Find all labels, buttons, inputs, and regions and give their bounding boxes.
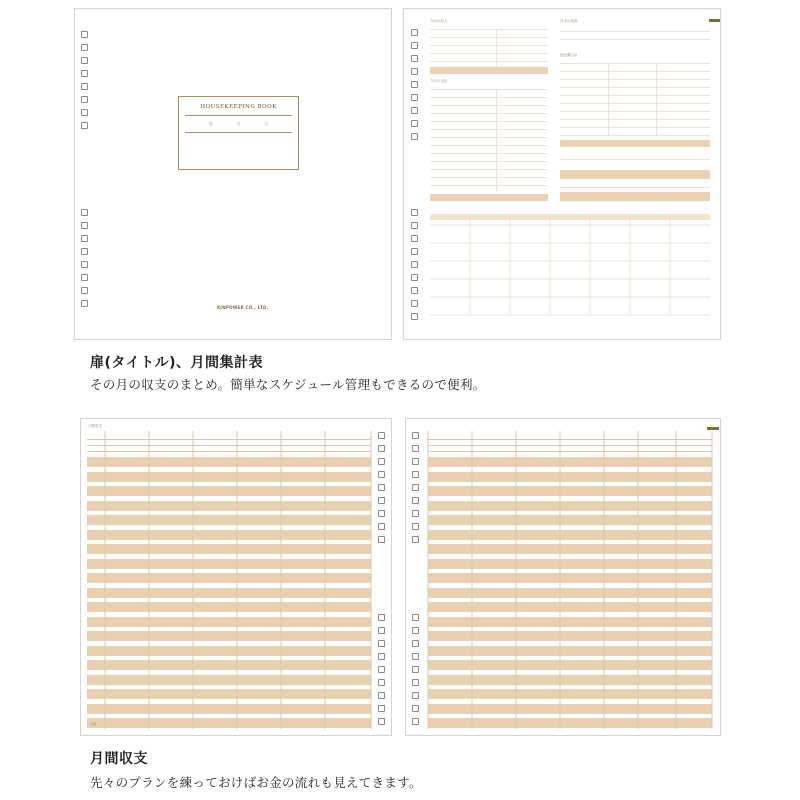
monthly-ledger-left (80, 418, 392, 736)
binding-hole (81, 261, 88, 268)
ledger-total-label: 合計 (90, 722, 97, 726)
binding-hole (412, 666, 419, 673)
title-frame (178, 96, 299, 170)
title-rule (185, 115, 292, 116)
binding-hole (81, 287, 88, 294)
binding-hole (81, 248, 88, 255)
calendar-grid (404, 9, 721, 340)
spread2-caption-title: 月間収支 (90, 751, 148, 767)
binding-hole (412, 432, 419, 439)
binding-hole (378, 679, 385, 686)
spread2-caption-desc: 先々のプランを練っておけばお金の流れも見えてきます。 (90, 775, 422, 790)
binding-hole (378, 523, 385, 530)
binding-hole (81, 222, 88, 229)
binding-hole (81, 209, 88, 216)
binding-hole (378, 458, 385, 465)
spread1-caption-desc: その月の収支のまとめ。簡単なスケジュール管理もできるので便利。 (90, 377, 486, 392)
binding-hole (412, 627, 419, 634)
title-rule (185, 132, 292, 133)
binding-hole (378, 484, 385, 491)
binding-hole (412, 484, 419, 491)
binding-holes-bottom (412, 614, 420, 731)
binding-hole (378, 445, 385, 452)
book-title: HOUSEKEEPING BOOK (200, 104, 277, 110)
balance-section-label: 月末の残高 (560, 19, 578, 23)
binding-hole (412, 718, 419, 725)
binding-hole (412, 653, 419, 660)
binding-hole (412, 523, 419, 530)
title-page (74, 8, 392, 340)
binding-hole (81, 44, 88, 51)
year-label: 年 (208, 121, 213, 126)
binding-hole (81, 96, 88, 103)
binding-hole (378, 497, 385, 504)
binding-hole (412, 497, 419, 504)
binding-hole (412, 536, 419, 543)
date-row (197, 121, 280, 127)
binding-hole (378, 705, 385, 712)
binding-hole (412, 445, 419, 452)
day-label: 日 (264, 121, 269, 126)
fixed-cost-label: 固定費合計 (560, 53, 578, 57)
maker-name: KINPOWER CO., LTD. (217, 305, 269, 310)
binding-holes-bottom (378, 614, 386, 731)
income-section-label: 今月の収入 (430, 19, 448, 23)
spread1-caption-title: 扉(タイトル)、月間集計表 (90, 355, 264, 371)
binding-hole (412, 640, 419, 647)
binding-hole (378, 692, 385, 699)
binding-hole (81, 57, 88, 64)
binding-hole (412, 471, 419, 478)
binding-hole (412, 705, 419, 712)
binding-hole (378, 510, 385, 517)
binding-hole (81, 235, 88, 242)
ledger-header-label: 月間収支 (88, 424, 102, 428)
binding-hole (81, 109, 88, 116)
binding-hole (378, 640, 385, 647)
binding-hole (378, 627, 385, 634)
binding-holes-top (378, 432, 386, 549)
binding-hole (378, 614, 385, 621)
binding-hole (81, 70, 88, 77)
summary-page (403, 8, 721, 340)
expense-section-label: 今月の支出 (430, 79, 448, 83)
binding-hole (378, 666, 385, 673)
binding-hole (81, 83, 88, 90)
binding-holes-top (81, 31, 89, 135)
binding-holes-top (412, 432, 420, 549)
binding-hole (378, 653, 385, 660)
monthly-ledger-right (405, 418, 721, 736)
binding-hole (81, 31, 88, 38)
binding-hole (378, 718, 385, 725)
binding-hole (378, 432, 385, 439)
binding-hole (81, 122, 88, 129)
month-label: 月 (236, 121, 241, 126)
binding-hole (81, 300, 88, 307)
binding-hole (378, 536, 385, 543)
binding-hole (412, 614, 419, 621)
binding-hole (412, 679, 419, 686)
ledger-column-rules (81, 419, 392, 736)
binding-hole (378, 471, 385, 478)
ledger-column-rules (406, 419, 721, 736)
binding-hole (81, 274, 88, 281)
binding-hole (412, 458, 419, 465)
binding-hole (412, 692, 419, 699)
binding-hole (412, 510, 419, 517)
binding-holes-bottom (81, 209, 89, 313)
